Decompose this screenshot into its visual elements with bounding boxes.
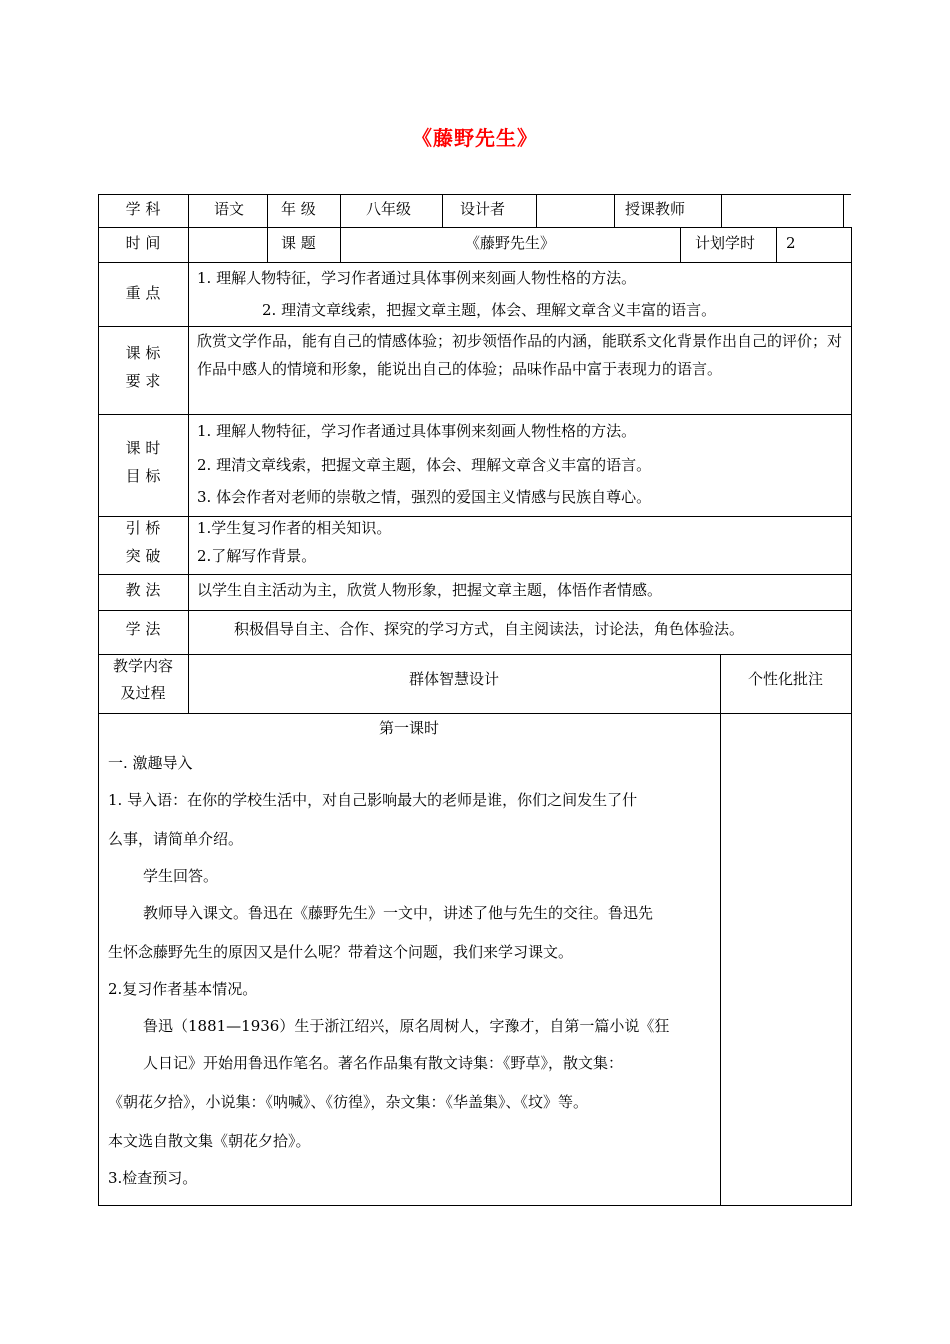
row-line (98, 610, 851, 611)
topic-value: 《藤野先生》 (464, 234, 555, 252)
annotation-header: 个性化批注 (747, 670, 823, 688)
learning-method-label: 学 法 (125, 620, 161, 638)
row-line (98, 713, 851, 714)
col-line (536, 194, 537, 227)
subject-value: 语文 (214, 200, 245, 218)
col-line (267, 194, 268, 262)
process-label-2: 及过程 (120, 684, 166, 702)
process-label-1: 教学内容 (112, 657, 173, 675)
row-line (98, 654, 851, 655)
paragraph: 教师导入课文。鲁迅在《藤野先生》一文中，讲述了他与先生的交往。鲁迅先 (143, 904, 654, 922)
objectives-label-2: 目 标 (125, 467, 161, 485)
row-line (98, 516, 851, 517)
objective-item: 2. 理清文章线索，把握文章主题，体会、理解文章含义丰富的语言。 (197, 456, 652, 474)
subject-label: 学 科 (125, 200, 161, 218)
key-point-2: 2. 理清文章线索，把握文章主题，体会、理解文章含义丰富的语言。 (262, 301, 717, 319)
hours-label: 计划学时 (695, 234, 756, 252)
row-line (98, 227, 851, 228)
designer-label: 设计者 (460, 200, 506, 218)
lesson-heading: 第一课时 (378, 719, 439, 737)
paragraph: 1. 导入语：在你的学校生活中，对自己影响最大的老师是谁，你们之间发生了什 (108, 791, 638, 809)
hours-value: 2 (786, 234, 796, 252)
col-line (721, 194, 722, 227)
standard-label-1: 课 标 (125, 344, 161, 362)
col-line (188, 194, 189, 713)
bridge-label-1: 引 桥 (125, 519, 161, 537)
design-header: 群体智慧设计 (408, 670, 499, 688)
paragraph: 3.检查预习。 (108, 1169, 198, 1187)
key-point-1: 1. 理解人物特征，学习作者通过具体事例来刻画人物性格的方法。 (197, 269, 637, 287)
col-line (614, 194, 615, 227)
paragraph: 生怀念藤野先生的原因又是什么呢？带着这个问题，我们来学习课文。 (108, 943, 574, 961)
objective-item: 1. 理解人物特征，学习作者通过具体事例来刻画人物性格的方法。 (197, 422, 637, 440)
standard-text: 欣赏文学作品，能有自己的情感体验；初步领悟作品的内涵，能联系文化背景作出自己的评价；对作品中感人的情境和形象，能说出自己的体验；品味作品中富于表现力的语言。 (197, 332, 843, 378)
row-line (98, 1205, 851, 1206)
bridge-label-2: 突 破 (125, 547, 161, 565)
grade-value: 八年级 (366, 200, 412, 218)
col-line (442, 194, 443, 227)
paragraph: 2.复习作者基本情况。 (108, 980, 258, 998)
objectives-label-1: 课 时 (125, 439, 161, 457)
paragraph: 本文选自散文集《朝花夕拾》。 (108, 1132, 311, 1150)
teaching-method-text: 以学生自主活动为主，欣赏人物形象，把握文章主题，体悟作者情感。 (197, 581, 663, 599)
paragraph: 么事，请简单介绍。 (108, 830, 244, 848)
section-heading: 一. 激趣导入 (108, 754, 193, 772)
objective-item: 3. 体会作者对老师的崇敬之情，强烈的爱国主义情感与民族自尊心。 (197, 488, 652, 506)
teaching-method-label: 教 法 (125, 581, 161, 599)
paragraph: 鲁迅（1881—1936）生于浙江绍兴，原名周树人，字豫才，自第一篇小说《狂 (143, 1017, 670, 1035)
teacher-label: 授课教师 (625, 200, 686, 218)
paragraph: 人日记》开始用鲁迅作笔名。著名作品集有散文诗集：《野草》，散文集： (143, 1054, 624, 1072)
paragraph: 学生回答。 (143, 867, 219, 885)
col-line (776, 227, 777, 262)
col-line (843, 194, 844, 227)
col-line (98, 194, 99, 1206)
col-line (720, 654, 721, 1206)
row-line (98, 194, 851, 195)
paragraph: 《朝花夕拾》，小说集：《呐喊》、《彷徨》，杂文集：《华盖集》、《坟》等。 (108, 1093, 589, 1111)
bridge-item: 1.学生复习作者的相关知识。 (197, 519, 392, 537)
grade-label: 年 级 (281, 200, 316, 218)
row-line (98, 414, 851, 415)
key-points-label: 重 点 (125, 284, 161, 302)
page-title: 《藤野先生》 (412, 126, 538, 150)
standard-label-2: 要 求 (125, 372, 161, 390)
row-line (98, 262, 851, 263)
time-label: 时 间 (125, 234, 161, 252)
learning-method-text: 积极倡导自主、合作、探究的学习方式，自主阅读法，讨论法，角色体验法。 (234, 620, 745, 638)
col-line (680, 227, 681, 262)
col-line (851, 227, 852, 1206)
bridge-item: 2.了解写作背景。 (197, 547, 317, 565)
topic-label: 课 题 (281, 234, 316, 252)
row-line (98, 574, 851, 575)
